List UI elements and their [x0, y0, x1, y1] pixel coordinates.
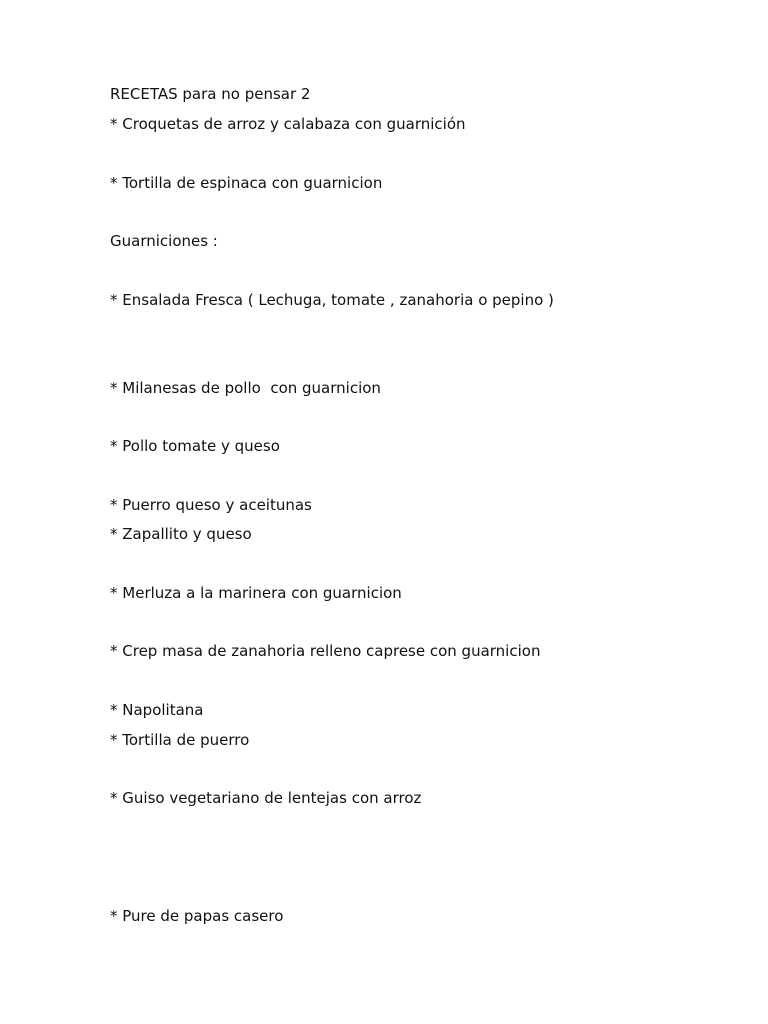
recipe-line: * Crep masa de zanahoria relleno caprese con guarnicion: [110, 642, 541, 660]
recipe-line: * Tortilla de espinaca con guarnicion: [110, 174, 383, 192]
recipe-line: * Puerro queso y aceitunas: [110, 496, 312, 514]
document-title: RECETAS para no pensar 2: [110, 85, 311, 103]
recipe-line: * Napolitana: [110, 701, 204, 719]
recipe-line: * Tortilla de puerro: [110, 731, 250, 749]
recipe-line: * Zapallito y queso: [110, 525, 252, 543]
recipe-line: * Ensalada Fresca ( Lechuga, tomate , zanahoria o pepino ): [110, 291, 554, 309]
section-heading: Guarniciones :: [110, 232, 218, 250]
recipe-line: * Croquetas de arroz y calabaza con guarnición: [110, 115, 466, 133]
recipe-line: * Pollo tomate y queso: [110, 437, 280, 455]
recipe-line: * Merluza a la marinera con guarnicion: [110, 584, 402, 602]
recipe-line: * Pure de papas casero: [110, 907, 284, 925]
recipe-line: * Guiso vegetariano de lentejas con arroz: [110, 789, 422, 807]
recipe-line: * Milanesas de pollo con guarnicion: [110, 379, 381, 397]
